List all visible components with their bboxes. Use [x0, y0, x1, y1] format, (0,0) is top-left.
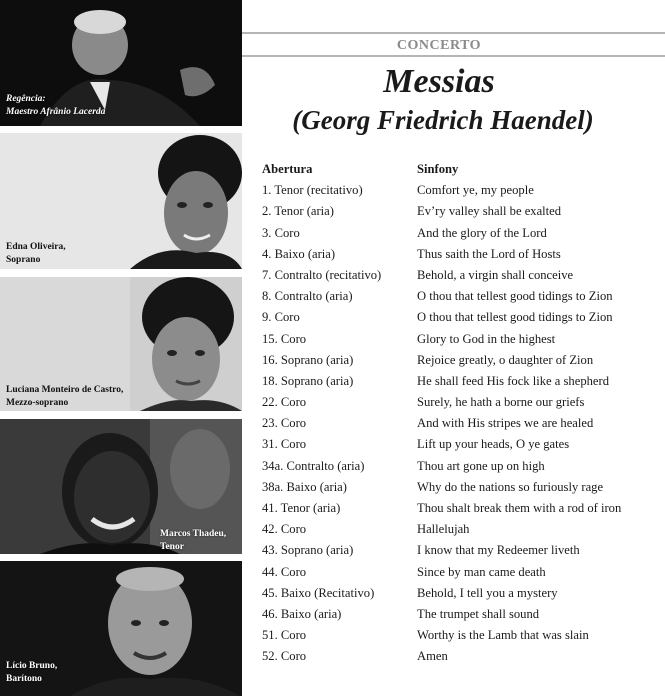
- program-piece: Worthy is the Lamb that was slain: [417, 628, 589, 643]
- program-piece: Thou art gone up on high: [417, 458, 545, 473]
- header-rule-top: [242, 32, 665, 34]
- program-part: 42. Coro: [262, 522, 307, 537]
- program-piece: Thus saith the Lord of Hosts: [417, 246, 561, 261]
- program-row: [262, 265, 662, 286]
- program-piece: Glory to God in the highest: [417, 331, 556, 346]
- program-piece: O thou that tellest good tidings to Zion: [417, 310, 613, 325]
- program-row: [262, 625, 662, 646]
- program-part: 51. Coro: [262, 628, 307, 643]
- program-piece: Surely, he hath a borne our griefs: [417, 395, 585, 410]
- program-part: 52. Coro: [262, 649, 307, 664]
- program-row: [262, 562, 662, 583]
- program-piece: Since by man came death: [417, 564, 546, 579]
- performer-name: Marcos Thadeu,: [160, 529, 227, 539]
- program-row: [262, 604, 662, 625]
- program-row: [262, 540, 662, 561]
- program-part: 38a. Baixo (aria): [262, 479, 347, 494]
- program-row: [262, 413, 662, 434]
- program-piece: Comfort ye, my people: [417, 183, 534, 198]
- program-part: 46. Baixo (aria): [262, 606, 342, 621]
- program-row: [262, 329, 662, 350]
- program-row: [262, 498, 662, 519]
- program-piece: Hallelujah: [417, 522, 470, 537]
- program-part: 16. Soprano (aria): [262, 352, 354, 367]
- program-row: [262, 180, 662, 201]
- program-part: 34a. Contralto (aria): [262, 458, 365, 473]
- performer-photos: [0, 0, 242, 696]
- program-part: 41. Tenor (aria): [262, 501, 341, 515]
- program-part: 8. Contralto (aria): [262, 289, 353, 304]
- caption-soprano: [6, 241, 66, 267]
- program-piece: And the glory of the Lord: [417, 225, 547, 240]
- program-row: [262, 201, 662, 222]
- performer-name: Lício Bruno,: [6, 661, 58, 671]
- program-part: 43. Soprano (aria): [262, 543, 354, 558]
- photo-tenor: [0, 419, 242, 554]
- performer-name: Luciana Monteiro de Castro,: [6, 385, 124, 395]
- program-list: [262, 159, 662, 668]
- performer-role: Mezzo-soprano: [6, 398, 69, 408]
- program-piece: I know that my Redeemer liveth: [417, 543, 580, 558]
- program-piece: Amen: [417, 649, 448, 664]
- program-piece: Sinfony: [417, 162, 459, 176]
- program-part: 4. Baixo (aria): [262, 246, 336, 261]
- performer-role: Regência:: [6, 94, 46, 104]
- program-row: [262, 434, 662, 455]
- program-row: [262, 223, 662, 244]
- composer-subtitle: (Georg Friedrich Haendel): [292, 105, 594, 135]
- program-row: [262, 456, 662, 477]
- program-piece: Thou shalt break them with a rod of iron: [417, 501, 622, 515]
- program-header-row: [262, 159, 662, 180]
- program-piece: And with His stripes we are healed: [417, 416, 594, 431]
- program-part: 45. Baixo (Recitativo): [262, 585, 375, 600]
- header-rule-bottom: [242, 55, 665, 57]
- program-piece: Ev’ry valley shall be exalted: [417, 204, 562, 219]
- program-piece: Rejoice greatly, o daughter of Zion: [417, 352, 594, 367]
- program-part: 9. Coro: [262, 310, 300, 325]
- program-piece: Why do the nations so furiously rage: [417, 479, 604, 494]
- photo-mezzo-soprano: [0, 277, 242, 411]
- program-piece: Behold, a virgin shall conceive: [417, 267, 574, 282]
- program-part: 1. Tenor (recitativo): [262, 183, 363, 198]
- photo-baritone: [0, 561, 242, 696]
- program-piece: Behold, I tell you a mystery: [417, 585, 558, 600]
- performer-role: Soprano: [6, 255, 41, 265]
- program-row: [262, 646, 662, 667]
- section-label: CONCERTO: [396, 38, 482, 53]
- program-piece: Lift up your heads, O ye gates: [417, 437, 570, 452]
- program-piece: The trumpet shall sound: [417, 606, 540, 621]
- caption-mezzo-soprano: [6, 384, 123, 410]
- program-part: 15. Coro: [262, 331, 307, 346]
- program-row: [262, 477, 662, 498]
- photo-conductor: [0, 0, 242, 126]
- performer-role: Barítono: [6, 674, 42, 684]
- program-row: [262, 371, 662, 392]
- photo-soprano: [0, 133, 242, 269]
- program-row: [262, 244, 662, 265]
- caption-baritone: [6, 660, 57, 686]
- program-row: [262, 286, 662, 307]
- program-part: 31. Coro: [262, 437, 307, 452]
- performer-name: Maestro Afrânio Lacerda: [6, 107, 106, 117]
- performer-role: Tenor: [160, 542, 184, 552]
- caption-tenor: [160, 528, 226, 554]
- program-part: 18. Soprano (aria): [262, 373, 354, 388]
- program-row: [262, 350, 662, 371]
- program-piece: He shall feed His fock like a shepherd: [417, 373, 609, 388]
- program-part: 7. Contralto (recitativo): [262, 267, 382, 282]
- program-part: 44. Coro: [262, 564, 307, 579]
- program-part: 3. Coro: [262, 225, 300, 240]
- concert-title: Messias: [383, 63, 495, 100]
- performer-name: Edna Oliveira,: [6, 242, 66, 252]
- program-part: 2. Tenor (aria): [262, 204, 334, 219]
- program-part: Abertura: [262, 162, 313, 176]
- program-part: 22. Coro: [262, 395, 307, 410]
- caption-conductor: [6, 93, 105, 119]
- program-piece: O thou that tellest good tidings to Zion: [417, 289, 613, 304]
- program-row: [262, 392, 662, 413]
- program-row: [262, 307, 662, 328]
- program-part: 23. Coro: [262, 416, 307, 431]
- program-row: [262, 583, 662, 604]
- program-row: [262, 519, 662, 540]
